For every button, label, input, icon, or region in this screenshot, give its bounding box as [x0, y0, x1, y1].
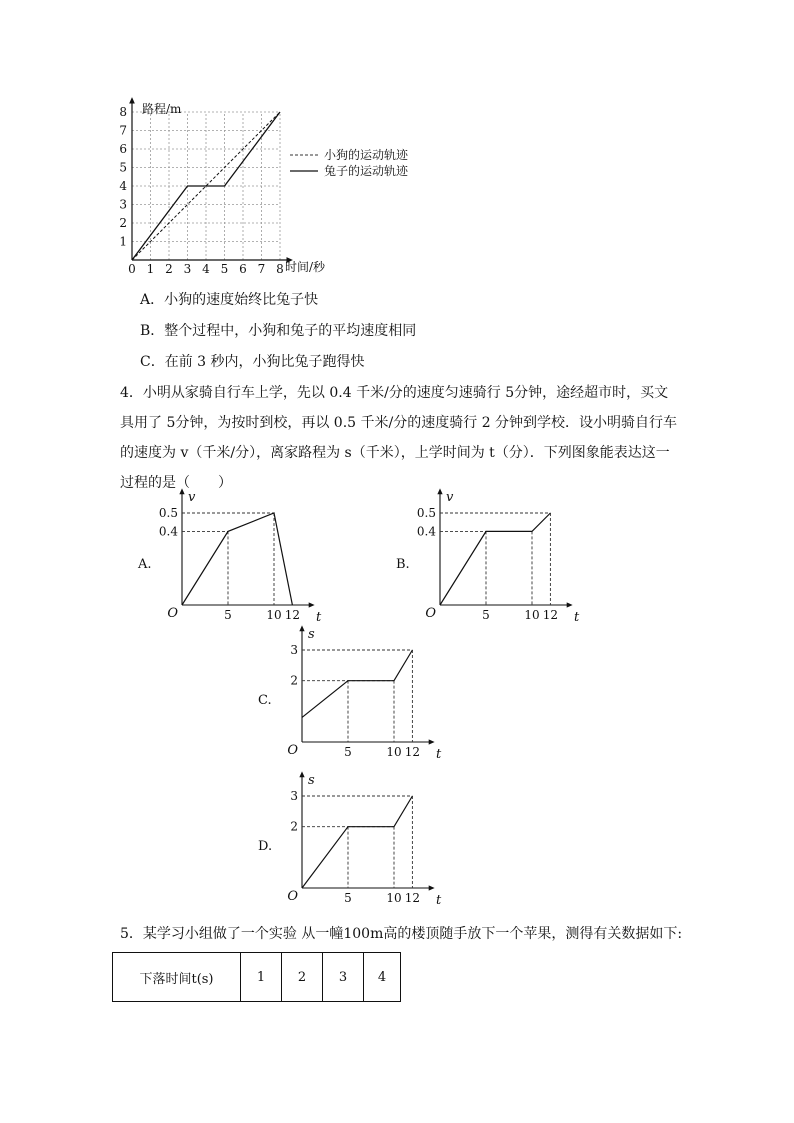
y-axis-label: s	[308, 773, 315, 788]
q3-option-c: C．在前 3 秒内，小狗比兔子跑得快	[140, 354, 365, 370]
table-cell: 4	[364, 953, 401, 1002]
y-tick-label: 3	[290, 789, 298, 803]
graph-c	[250, 627, 460, 762]
x-axis-label: t	[574, 610, 580, 625]
y-tick-label: 0.5	[416, 506, 436, 520]
x-tick-label: 10	[386, 745, 402, 759]
origin-label: O	[167, 606, 178, 621]
y-tick-label: 8	[119, 105, 127, 119]
graph-a-label: A.	[138, 557, 152, 572]
x-tick-label: 7	[257, 262, 266, 276]
y-tick-label: 3	[119, 197, 127, 212]
y-tick-label: 6	[119, 142, 127, 156]
x-tick-label: 12	[284, 608, 301, 622]
x-tick-label: 12	[404, 745, 421, 759]
x-tick-label: 12	[542, 608, 559, 622]
y-axis-label: 路程/m	[142, 102, 182, 116]
x-tick-label: 5	[224, 608, 232, 622]
x-tick-label: 4	[202, 262, 210, 276]
graph-c-label: C.	[258, 693, 272, 708]
legend-dog: 小狗的运动轨迹	[324, 148, 409, 162]
table-cell: 3	[323, 953, 364, 1002]
x-tick-label: 0	[128, 262, 136, 276]
table-row	[113, 953, 401, 1002]
graph-series-line	[302, 650, 412, 717]
table-header-cell: 下落时间t(s)	[113, 953, 241, 1002]
question-5-text: 5．某学习小组做了一个实验 从一幢100m高的楼顶随手放下一个苹果，测得有关数据如下:	[120, 926, 683, 942]
graph-d-label: D.	[258, 839, 273, 854]
x-tick-label: 5	[482, 608, 490, 622]
y-tick-label: 0.4	[158, 524, 178, 539]
y-axis-label: v	[446, 490, 454, 505]
origin-label: O	[425, 606, 436, 621]
x-tick-label: 1	[146, 262, 155, 276]
y-tick-label: 5	[119, 160, 127, 175]
fall-time-table	[112, 952, 401, 1002]
graph-a	[130, 490, 340, 625]
graph-d	[250, 773, 460, 908]
x-tick-label: 6	[239, 262, 247, 276]
legend-rabbit: 兔子的运动轨迹	[324, 164, 409, 178]
x-tick-label: 10	[386, 891, 402, 905]
y-tick-label: 0.5	[158, 506, 178, 520]
y-axis-label: s	[308, 627, 315, 642]
x-tick-label: 3	[183, 262, 192, 276]
x-axis-label: t	[316, 610, 322, 625]
x-axis-label: t	[436, 893, 442, 908]
y-tick-label: 3	[290, 643, 298, 657]
graph-series-line	[302, 796, 412, 888]
x-tick-label: 8	[276, 262, 284, 276]
x-tick-label: 5	[344, 745, 352, 759]
y-tick-label: 0.4	[416, 524, 436, 539]
graph-series-line	[182, 513, 292, 605]
y-tick-label: 7	[119, 123, 127, 138]
x-tick-label: 10	[524, 608, 540, 622]
y-tick-label: 2	[290, 819, 298, 834]
table-cell: 2	[282, 953, 323, 1002]
y-axis-label: v	[188, 490, 196, 505]
y-tick-label: 4	[119, 179, 127, 193]
origin-label: O	[287, 743, 298, 758]
x-axis-label: t	[436, 747, 442, 762]
x-tick-label: 10	[266, 608, 282, 622]
graph-series-line	[440, 513, 550, 605]
q3-option-a: A．小狗的速度始终比兔子快	[140, 292, 319, 308]
y-tick-label: 2	[290, 673, 298, 688]
x-tick-label: 2	[165, 262, 173, 276]
y-tick-label: 1	[119, 234, 127, 249]
x-axis-label: 时间/秒	[285, 260, 326, 274]
x-tick-label: 5	[220, 262, 229, 276]
x-tick-label: 5	[344, 891, 352, 905]
y-tick-label: 2	[119, 216, 127, 230]
x-tick-label: 12	[404, 891, 421, 905]
origin-label: O	[287, 889, 298, 904]
table-cell: 1	[241, 953, 282, 1002]
q3-option-b: B．整个过程中，小狗和兔子的平均速度相同	[140, 323, 417, 339]
graph-b	[388, 490, 598, 625]
rabbit-dog-chart	[110, 95, 440, 285]
graph-b-label: B.	[396, 557, 410, 572]
question-4-text: 4．小明从家骑自行车上学，先以 0.4 千米/分的速度匀速骑行 5分钟，途经超市时，买文具用了 5分钟，为按时到校，再以 0.5 千米/分的速度骑行 2 分钟到学校．设小明骑自行车的速度为 v（千米/分），离家路程为 s（千米），上学时间为 t（分）．下列图象能表达这一过程的是（ ）	[120, 385, 678, 491]
